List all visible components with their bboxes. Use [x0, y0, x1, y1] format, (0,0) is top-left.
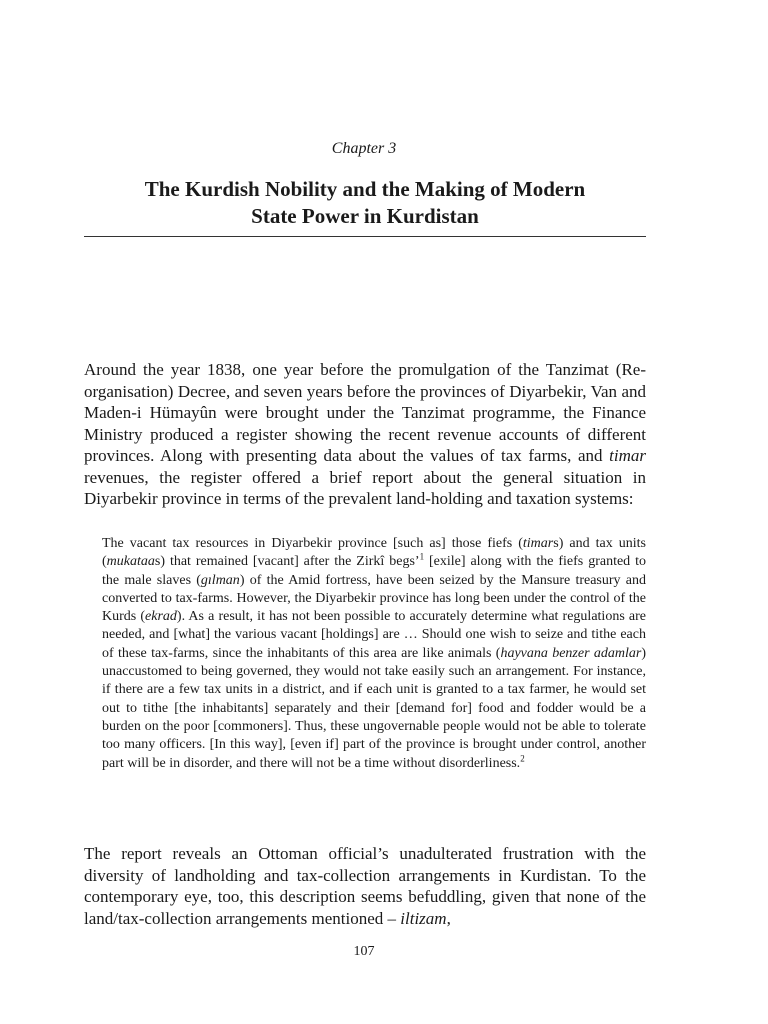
para2-text-b: , — [446, 908, 451, 928]
body-paragraph-2 — [84, 843, 646, 929]
page-number: 107 — [353, 944, 375, 959]
body-paragraph-1 — [84, 359, 646, 510]
quote-italic-3: gılman — [200, 572, 240, 588]
para1-text-b: revenues, the register offered a brief report about the general situation in Diyarbekir province in terms of the prevalent land-holding and taxation systems: — [84, 467, 646, 508]
footnote-ref-1: 1 — [419, 551, 425, 562]
quote-text-5: ) of the Amid fortress, have been seized by the Mansure treasury and converted to tax-farms. However, the Diyarbekir province has long been under the control of the Kurds ( — [102, 572, 646, 625]
quote-text-1: The vacant tax resources in Diyarbekir province [such as] those fiefs ( — [102, 536, 523, 551]
chapter-title-line-2: State Power in Kurdistan — [251, 204, 479, 228]
chapter-title — [84, 176, 646, 230]
para2-text-a: The report reveals an Ottoman official’s unadulterated frustration with the diversity of landholding and tax-collection arrangements in Kurdistan. To the contemporary eye, too, this description seems befuddling, given that none of the land/tax-collection arrangements mentioned – — [84, 844, 646, 928]
para2-italic-iltizam: iltizam — [400, 908, 447, 928]
quote-italic-4: ekrad — [145, 609, 177, 625]
para1-italic-timar: timar — [609, 446, 646, 465]
chapter-title-line-1: The Kurdish Nobility and the Making of Modern — [144, 177, 586, 201]
quote-italic-5: hayvana benzer adamlar — [500, 645, 642, 661]
quote-text-7: ) unaccustomed to being governed, they would not take easily such an arrangement. For instance, if there are a few tax units in a district, and if each unit is granted to a tax farmer, he would set out to tithe [the inhabitants] separately and their [demand for] food and fodder would be a burden on the poor [commoners]. Thus, these ungovernable people would not be able to tolerate too many officers. [In this way], [even if] part of the province is brought under control, another part will be in disorder, and there will not be a time without disorderliness. — [102, 645, 647, 771]
footnote-ref-2: 2 — [520, 752, 525, 763]
quote-text-3: s) that remained [vacant] after the Zirkî begs’ — [154, 554, 420, 570]
para1-text-a: Around the year 1838, one year before the promulgation of the Tanzimat (Re-organisation) Decree, and seven years before the provinces of Diyarbekir, Van and Maden-i Hümayûn were brought under the Tanzimat programme, the Finance Ministry produced a register showing the recent revenue accounts of different provinces. Along with presenting data about the values of tax farms, and — [84, 360, 646, 465]
title-divider — [84, 236, 646, 237]
block-quote — [102, 535, 646, 773]
quote-italic-2: mukataa — [106, 554, 155, 570]
quote-text-4: [exile] along with the fiefs granted to the male slaves ( — [102, 554, 646, 588]
quote-text-2: s) and tax units ( — [102, 536, 647, 570]
quote-italic-1: timar — [522, 536, 554, 551]
quote-text-6: ). As a result, it has not been possible to accurately determine what regulations are needed, and [what] the various vacant [holdings] are … Should one wish to seize and tithe each of these tax-farms, since the inhabitants of this area are like animals ( — [102, 609, 646, 661]
chapter-label: Chapter 3 — [331, 140, 397, 157]
